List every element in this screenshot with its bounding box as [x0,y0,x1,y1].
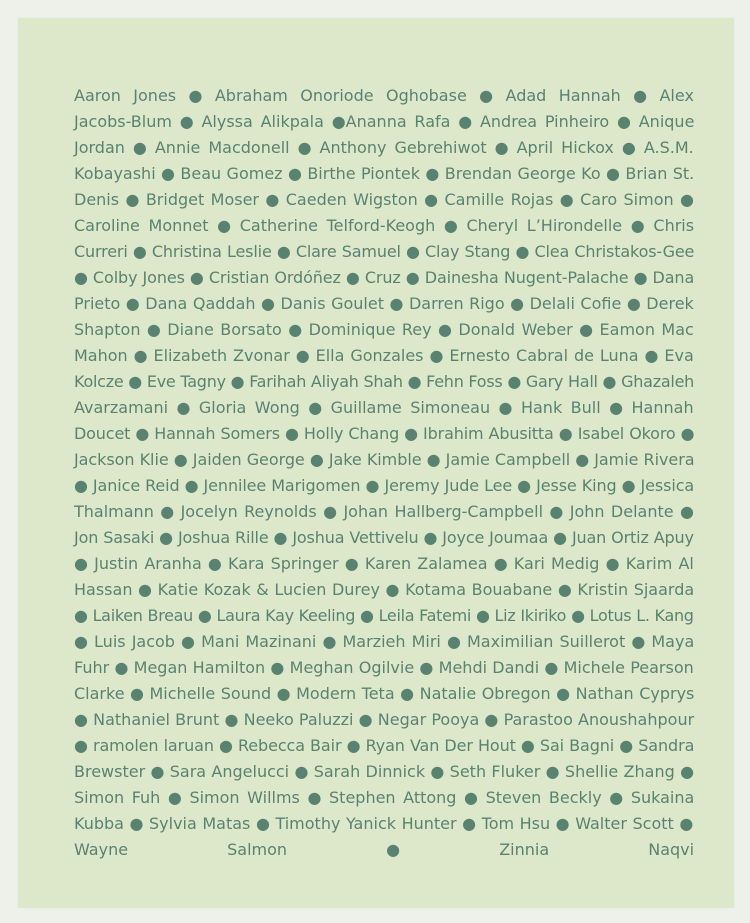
names-line: Kolcze ● Eve Tagny ● Farihah Aliyah Shah ● Fehn Foss ● Gary Hall ● Ghazaleh [74,372,695,391]
names-line: ● Janice Reid ● Jennilee Marigomen ● Jeremy Jude Lee ● Jesse King ● Jessica [74,476,695,495]
names-line: ● Nathaniel Brunt ● Neeko Paluzzi ● Negar Pooya ● Parastoo Anoushahpour [74,710,695,729]
names-line [74,863,694,889]
names-line: Thalmann ● Jocelyn Reynolds ● Johan Hallberg-Campbell ● John Delante ● [74,502,694,521]
names-line: ● ramolen laruan ● Rebecca Bair ● Ryan Van Der Hout ● Sai Bagni ● Sandra [74,736,695,755]
names-line: Jackson Klie ● Jaiden George ● Jake Kimble ● Jamie Campbell ● Jamie Rivera [74,450,695,469]
names-line: ● Luis Jacob ● Mani Mazinani ● Marzieh Miri ● Maximilian Suillerot ● Maya [74,632,695,651]
names-line: Wayne Salmon ● Zinnia Naqvi [74,840,695,859]
names-line: Fuhr ● Megan Hamilton ● Meghan Ogilvie ● Mehdi Dandi ● Michele Pearson [74,658,694,677]
names-line: Simon Fuh ● Simon Willms ● Stephen Attong ● Steven Beckly ● Sukaina [74,788,695,807]
names-line: ● Colby Jones ● Cristian Ordóñez ● Cruz ● Dainesha Nugent-Palache ● Dana [74,268,695,287]
names-line: Clarke ● Michelle Sound ● Modern Teta ● Natalie Obregon ● Nathan Cyprys [74,684,695,703]
names-line: ● Justin Aranha ● Kara Springer ● Karen Zalamea ● Kari Medig ● Karim Al [74,554,694,573]
names-line: Denis ● Bridget Moser ● Caeden Wigston ● Camille Rojas ● Caro Simon ● [74,190,694,209]
names-line: Jordan ● Annie Macdonell ● Anthony Gebrehiwot ● April Hickox ● A.S.M. [74,138,694,157]
names-line: Aaron Jones ● Abraham Onoriode Oghobase ● Adad Hannah ● Alex [74,86,694,105]
names-line: Shapton ● Diane Borsato ● Dominique Rey ● Donald Weber ● Eamon Mac [74,320,694,339]
names-line: Avarzamani ● Gloria Wong ● Guillame Simoneau ● Hank Bull ● Hannah [74,398,694,417]
names-line: Kubba ● Sylvia Matas ● Timothy Yanick Hunter ● Tom Hsu ● Walter Scott ● [74,814,694,833]
names-line: Curreri ● Christina Leslie ● Clare Samuel ● Clay Stang ● Clea Christakos-Gee [74,242,695,261]
names-line: Caroline Monnet ● Catherine Telford-Keogh ● Cheryl L’Hirondelle ● Chris [74,216,695,235]
names-panel [18,18,734,908]
names-line: ● Laiken Breau ● Laura Kay Keeling ● Leila Fatemi ● Liz Ikiriko ● Lotus L. Kang [74,606,694,625]
names-line: Prieto ● Dana Qaddah ● Danis Goulet ● Darren Rigo ● Delali Cofie ● Derek [74,294,694,313]
names-line: Brewster ● Sara Angelucci ● Sarah Dinnick ● Seth Fluker ● Shellie Zhang ● [74,762,695,781]
names-line: Hassan ● Katie Kozak & Lucien Durey ● Kotama Bouabane ● Kristin Sjaarda [74,580,695,599]
names-line: Doucet ● Hannah Somers ● Holly Chang ● Ibrahim Abusitta ● Isabel Okoro ● [74,424,695,443]
names-line: Mahon ● Elizabeth Zvonar ● Ella Gonzales ● Ernesto Cabral de Luna ● Eva [74,346,694,365]
names-line: Jon Sasaki ● Joshua Rille ● Joshua Vettivelu ● Joyce Joumaa ● Juan Ortiz Apuy [74,528,694,547]
names-line: Jacobs-Blum ● Alyssa Alikpala ●Ananna Rafa ● Andrea Pinheiro ● Anique [74,112,695,131]
names-line: Kobayashi ● Beau Gomez ● Birthe Piontek ● Brendan George Ko ● Brian St. [74,164,695,183]
names-list [74,83,694,889]
